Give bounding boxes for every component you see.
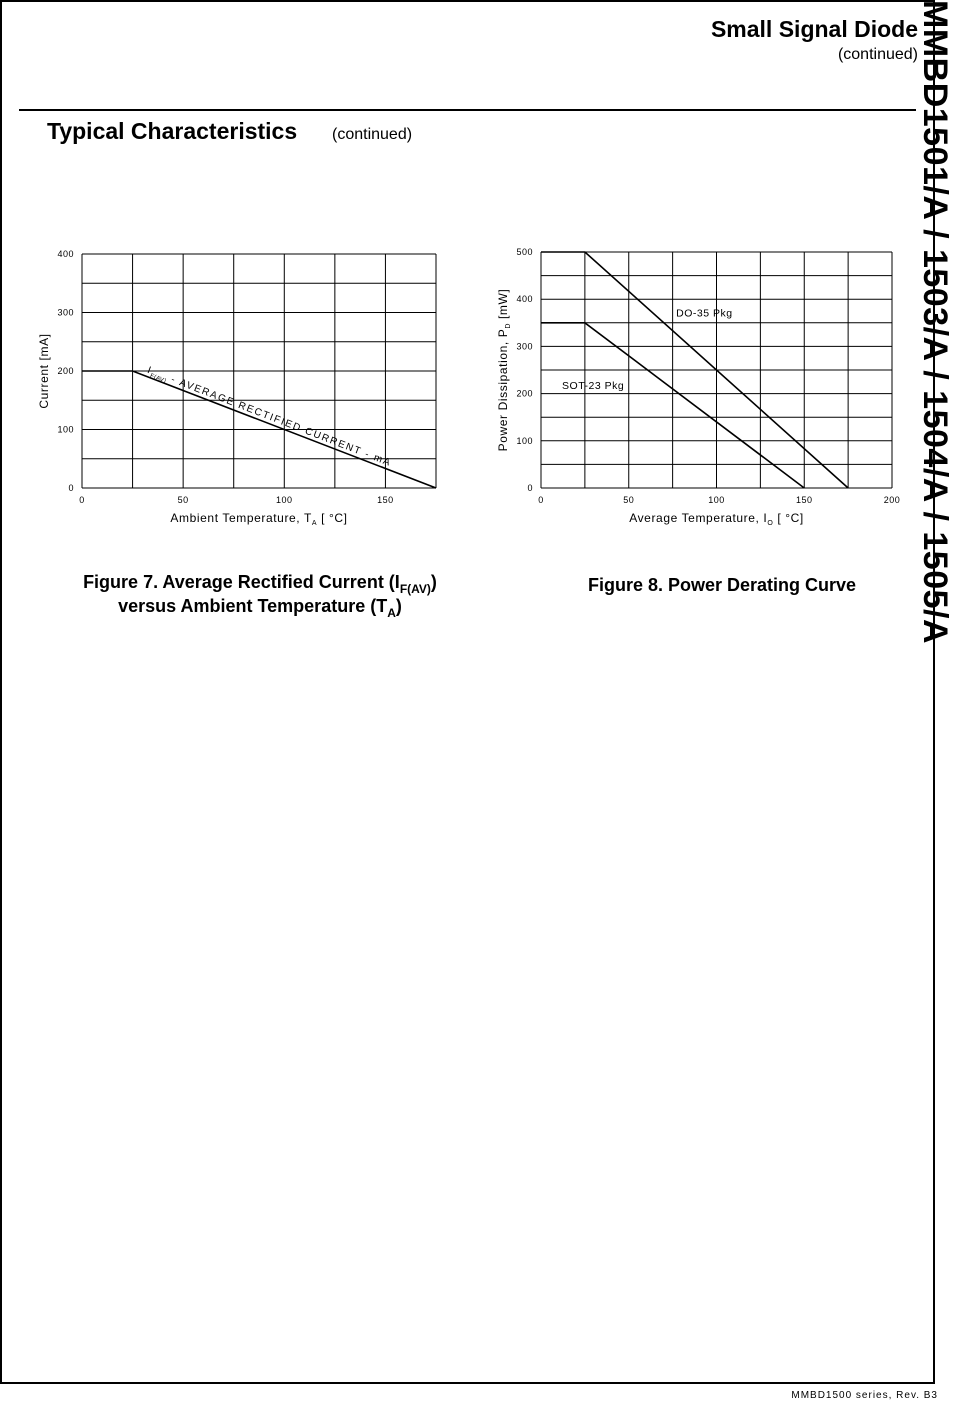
fig8-ytick-label: 500	[516, 247, 533, 257]
fig7-xtick-label: 50	[177, 495, 189, 505]
side-title-text: MMBD1501/A / 1503/A / 1504/A / 1505/A	[916, 0, 954, 645]
fig7-series-annotation: $I_{F(AV)}$ - AVERAGE RECTIFIED CURRENT - mA	[145, 364, 393, 470]
fig7-xtick-label: 100	[276, 495, 293, 505]
fig8-ytick-label: 100	[516, 435, 533, 446]
section-title-text: Typical Characteristics	[47, 118, 298, 144]
chart-fig8	[0, 0, 972, 620]
fig8-xtick-label: 0	[538, 495, 544, 505]
fig7-ylabel: Current [mA]	[37, 333, 51, 409]
fig7-xtick-label: 150	[377, 495, 394, 505]
fig8-xtick-label: 50	[623, 495, 635, 505]
fig8-xtick-label: 200	[883, 495, 901, 505]
fig8-ytick-label: 300	[516, 341, 533, 352]
fig8-ytick-label: 200	[516, 388, 533, 399]
header-subtitle: (continued)	[837, 46, 918, 63]
fig8-ytick-label: 400	[516, 294, 533, 305]
fig7-ytick-label: 0	[68, 483, 74, 493]
caption-fig7	[40, 570, 480, 618]
caption-fig7-line1: Figure 7. Average Rectified Current $(I_{F(AV)})$	[83, 572, 437, 596]
footer-revision: MMBD1500 series, Rev. B3	[791, 1390, 938, 1401]
fig7-ytick-label: 200	[57, 366, 74, 376]
fig8-xlabel: Average Temperature, $I_O$ [ °C]	[629, 511, 804, 527]
caption-fig7-line2: versus Ambient Temperature $(T_A)$	[118, 596, 402, 620]
fig8-xtick-label: 150	[795, 495, 813, 505]
fig7-xtick-label: 0	[79, 495, 85, 505]
fig8-ylabel: Power Dissipation, $P_D$ [mW]	[496, 288, 512, 452]
fig8-series-label-sot23: SOT-23 Pkg	[562, 380, 625, 393]
fig7-ytick-label: 100	[57, 424, 74, 435]
fig7-xlabel: Ambient Temperature, $T_A$ [ °C]	[170, 511, 348, 527]
section-subtitle: (continued)	[332, 126, 413, 143]
fig8-series-label-do35: DO-35 Pkg	[676, 307, 733, 320]
fig8-xtick-label: 100	[708, 495, 725, 505]
caption-fig8: Figure 8. Power Derating Curve	[587, 575, 857, 595]
fig8-ytick-label: 0	[527, 483, 533, 493]
header-title: Small Signal Diode	[710, 16, 918, 42]
fig7-ytick-label: 300	[57, 307, 74, 318]
fig7-ytick-label: 400	[57, 249, 74, 259]
